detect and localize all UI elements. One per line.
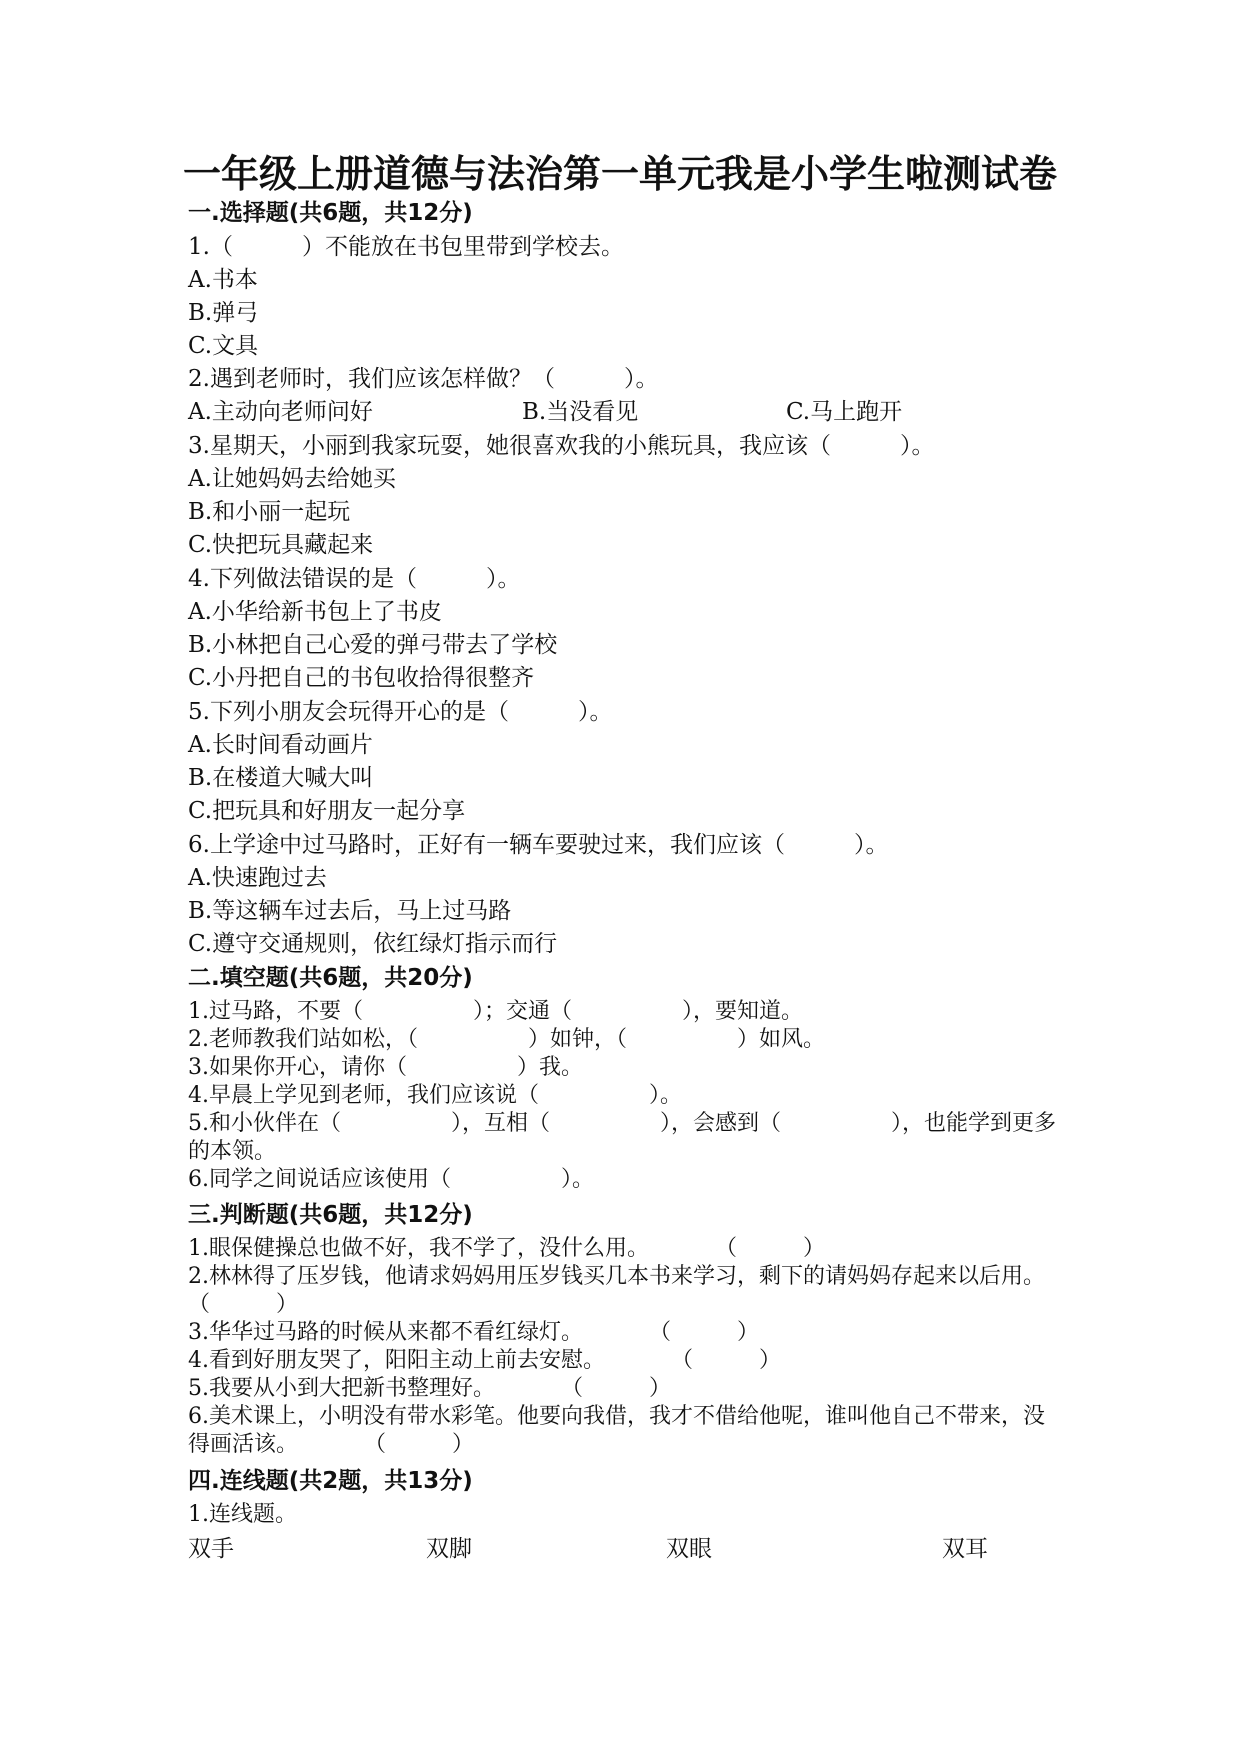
section-heading-judge: 三.判断题(共6题，共12分) <box>188 1202 473 1228</box>
option-b: B.小林把自己心爱的弹弓带去了学校 <box>188 632 558 658</box>
option-c: C.小丹把自己的书包收拾得很整齐 <box>188 665 535 691</box>
option-b: B.在楼道大喊大叫 <box>188 765 374 791</box>
question-stem: 4.下列做法错误的是（ ）。 <box>188 566 521 592</box>
section-heading-choice: 一.选择题(共6题，共12分) <box>188 200 473 226</box>
option-a: A.书本 <box>188 267 258 293</box>
fill-question: 5.和小伙伴在（ ），互相（ ），会感到（ ），也能学到更多的本领。 <box>188 1111 1056 1164</box>
option-b: B.弹弓 <box>188 300 259 326</box>
fill-question: 6.同学之间说话应该使用（ ）。 <box>188 1167 594 1192</box>
option-c: C.快把玩具藏起来 <box>188 532 374 558</box>
option-a: A.长时间看动画片 <box>188 732 373 758</box>
option-c: C.文具 <box>188 333 259 359</box>
question-stem: 3.星期天，小丽到我家玩耍，她很喜欢我的小熊玩具，我应该（ ）。 <box>188 433 935 459</box>
option-c: C.马上跑开 <box>786 399 903 425</box>
match-item: 双耳 <box>942 1536 988 1562</box>
option-a: A.快速跑过去 <box>188 865 327 891</box>
question-stem: 1.（ ）不能放在书包里带到学校去。 <box>188 234 624 260</box>
option-a: A.让她妈妈去给她买 <box>188 466 396 492</box>
match-item: 双脚 <box>426 1536 472 1562</box>
question-stem: 6.上学途中过马路时，正好有一辆车要驶过来，我们应该（ ）。 <box>188 832 889 858</box>
option-c: C.把玩具和好朋友一起分享 <box>188 798 466 824</box>
option-a: A.主动向老师问好 <box>188 399 373 425</box>
question-stem: 2.遇到老师时，我们应该怎样做？（ ）。 <box>188 366 659 392</box>
option-b: B.当没看见 <box>522 399 639 425</box>
match-question: 1.连线题。 <box>188 1502 297 1527</box>
fill-question: 2.老师教我们站如松，（ ）如钟，（ ）如风。 <box>188 1027 825 1052</box>
page-title: 一年级上册道德与法治第一单元我是小学生啦测试卷 <box>182 152 1057 196</box>
judge-question: 3.华华过马路的时候从来都不看红绿灯。 （ ） <box>188 1320 759 1345</box>
judge-question: 4.看到好朋友哭了，阳阳主动上前去安慰。 （ ） <box>188 1348 781 1373</box>
section-heading-match: 四.连线题(共2题，共13分) <box>188 1468 473 1494</box>
fill-question: 3.如果你开心，请你（ ）我。 <box>188 1055 583 1080</box>
judge-question: 2.林林得了压岁钱，他请求妈妈用压岁钱买几本书来学习，剩下的请妈妈存起来以后用。（ ） <box>188 1264 1045 1317</box>
match-item: 双手 <box>188 1536 234 1562</box>
match-item: 双眼 <box>666 1536 712 1562</box>
judge-question: 1.眼保健操总也做不好，我不学了，没什么用。 （ ） <box>188 1236 825 1261</box>
question-stem: 5.下列小朋友会玩得开心的是（ ）。 <box>188 699 613 725</box>
section-heading-fill: 二.填空题(共6题，共20分) <box>188 965 473 991</box>
option-b: B.等这辆车过去后，马上过马路 <box>188 898 512 924</box>
option-a: A.小华给新书包上了书皮 <box>188 599 442 625</box>
judge-question: 6.美术课上，小明没有带水彩笔。他要向我借，我才不借给他呢，谁叫他自己不带来，没得画活该。 （ ） <box>188 1404 1045 1457</box>
option-c: C.遵守交通规则，依红绿灯指示而行 <box>188 931 558 957</box>
judge-question: 5.我要从小到大把新书整理好。 （ ） <box>188 1376 671 1401</box>
fill-question: 1.过马路，不要（ ）；交通（ ），要知道。 <box>188 999 803 1024</box>
fill-question: 4.早晨上学见到老师，我们应该说（ ）。 <box>188 1083 682 1108</box>
option-b: B.和小丽一起玩 <box>188 499 351 525</box>
